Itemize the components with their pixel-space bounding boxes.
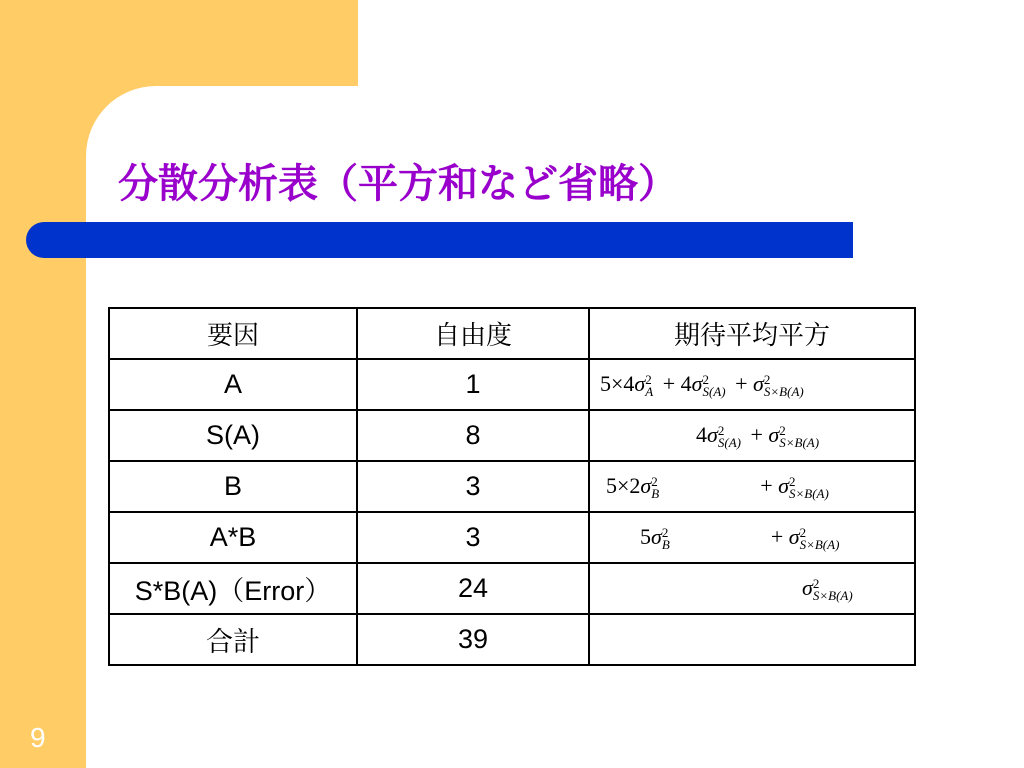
cell-factor: A [109,359,357,410]
cell-ems: σ 2 S×B(A) [589,563,915,614]
left-accent-band [0,0,86,768]
cell-df: 3 [357,461,589,512]
cell-df: 1 [357,359,589,410]
table-header-row [109,308,915,359]
cell-factor: 合計 [109,614,357,665]
table-row [109,614,915,665]
title-underline-bar [26,222,853,258]
cell-df: 39 [357,614,589,665]
anova-table [108,307,916,666]
slide-title: 分散分析表（平方和など省略） [118,161,678,207]
table-row [109,359,915,410]
table-row [109,512,915,563]
cell-ems: 5σ 2 B + σ 2 S×B(A) [589,512,915,563]
cell-factor: S(A) [109,410,357,461]
cell-ems: 5×2σ 2 B + σ 2 S×B(A) [589,461,915,512]
cell-ems [589,614,915,665]
cell-ems: 4σ 2 S(A) + σ 2 S×B(A) [589,410,915,461]
cell-ems: 5×4σ 2 A + 4σ 2 S(A) + σ 2 S×B(A) [589,359,915,410]
table-row [109,410,915,461]
cell-factor: A*B [109,512,357,563]
table-row [109,461,915,512]
cell-factor: B [109,461,357,512]
page-number: 9 [30,722,46,753]
top-accent-band [0,0,358,86]
header-factor: 要因 [109,308,357,359]
cell-df: 24 [357,563,589,614]
cell-df: 3 [357,512,589,563]
table-row [109,563,915,614]
cell-factor: S*B(A)（Error） [109,563,357,614]
header-ems: 期待平均平方 [589,308,915,359]
header-df: 自由度 [357,308,589,359]
cell-df: 8 [357,410,589,461]
